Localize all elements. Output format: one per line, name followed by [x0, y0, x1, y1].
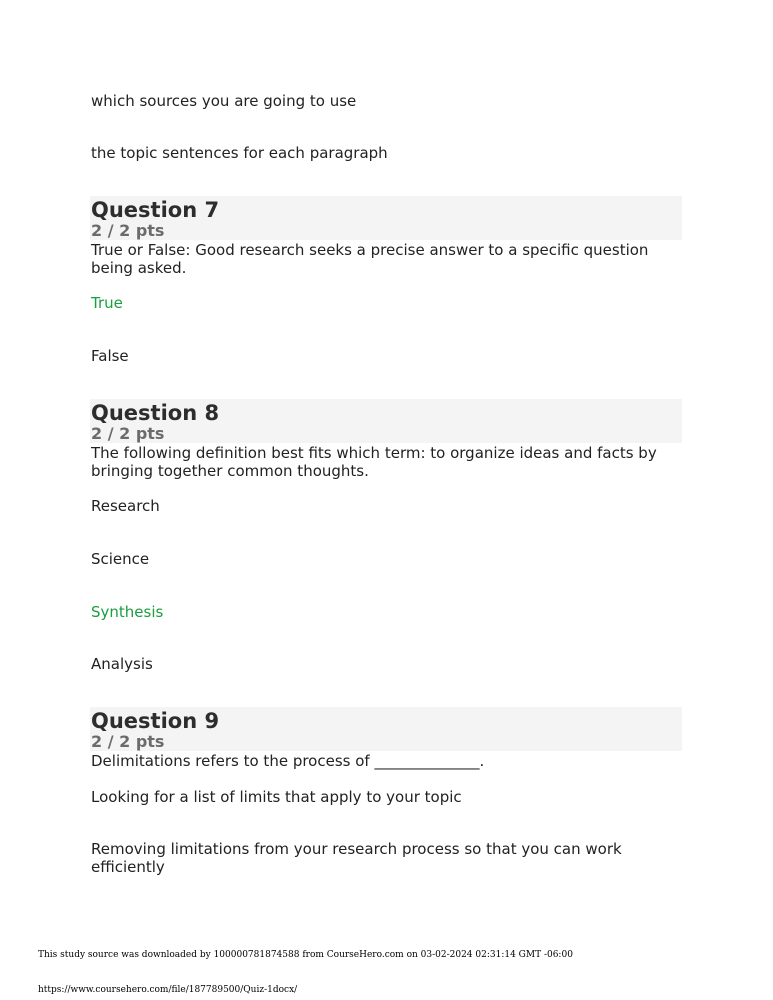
- answer-option[interactable]: False: [91, 347, 129, 365]
- answer-option-correct[interactable]: Synthesis: [91, 603, 164, 621]
- question-title: Question 7: [91, 198, 220, 222]
- question-header: [90, 399, 682, 443]
- question-points: 2 / 2 pts: [91, 732, 165, 751]
- question-points: 2 / 2 pts: [91, 221, 165, 240]
- answer-option[interactable]: Analysis: [91, 655, 153, 673]
- question-title: Question 9: [91, 709, 220, 733]
- source-url[interactable]: https://www.coursehero.com/file/187789500/Quiz-1docx/: [38, 985, 298, 995]
- question-header: [90, 707, 682, 751]
- question-header: [90, 196, 682, 240]
- answer-option[interactable]: Looking for a list of limits that apply to your topic: [91, 788, 462, 806]
- answer-option[interactable]: which sources you are going to use: [91, 92, 357, 110]
- question-prompt: Delimitations refers to the process of ______________.: [91, 752, 485, 770]
- question-prompt: True or False: Good research seeks a precise answer to a specific question being asked.: [91, 241, 649, 277]
- answer-option-correct[interactable]: True: [91, 294, 123, 312]
- answer-option[interactable]: Science: [91, 550, 150, 568]
- answer-option[interactable]: the topic sentences for each paragraph: [91, 144, 388, 162]
- answer-option[interactable]: Removing limitations from your research process so that you can work efficiently: [91, 840, 622, 876]
- question-title: Question 8: [91, 401, 220, 425]
- download-notice: This study source was downloaded by 100000781874588 from CourseHero.com on 03-02-2024 02:31:14 GMT -06:00: [38, 950, 573, 960]
- question-points: 2 / 2 pts: [91, 424, 165, 443]
- answer-option[interactable]: Research: [91, 497, 160, 515]
- question-prompt: The following definition best fits which term: to organize ideas and facts by bringing together common thoughts.: [91, 444, 657, 480]
